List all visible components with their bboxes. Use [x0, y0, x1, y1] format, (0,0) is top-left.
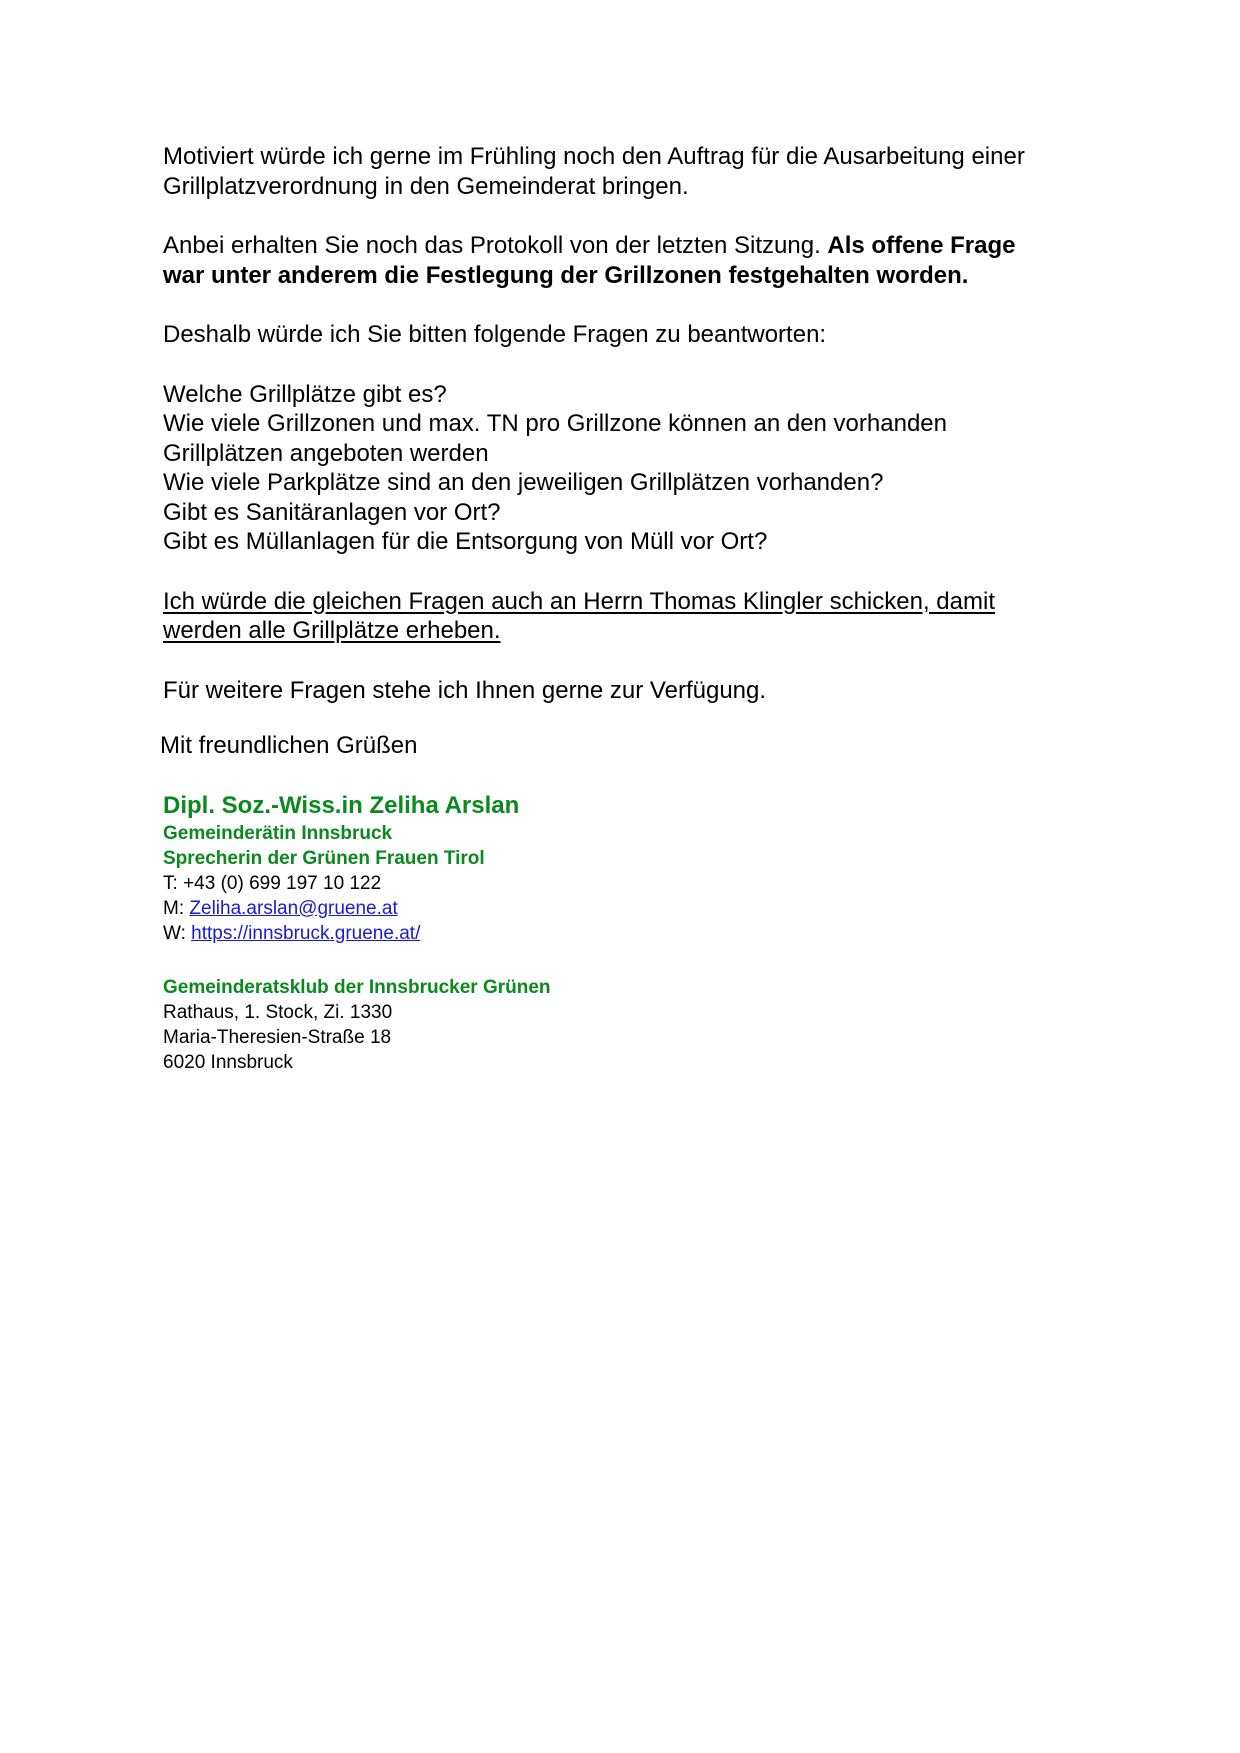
letter-page [160, 142, 1103, 1075]
signature-role-1: Gemeinderätin Innsbruck [163, 822, 393, 844]
club-address-line: 6020 Innsbruck [163, 1051, 293, 1073]
signature-phone [163, 871, 1103, 896]
signature-name: Dipl. Soz.-Wiss.in Zeliha Arslan [163, 791, 520, 819]
question-list [163, 380, 1103, 557]
email-link[interactable]: Zeliha.arslan@gruene.at [189, 897, 398, 919]
protocol-bold-1: Als offene Frage [827, 232, 1016, 259]
signature-block [163, 791, 1103, 946]
signature-role-2: Sprecherin der Grünen Frauen Tirol [163, 847, 485, 869]
greeting: Mit freundlichen Grüßen [160, 732, 418, 759]
paragraph-protocol [163, 231, 1103, 290]
question-item: Gibt es Müllanlagen für die Entsorgung von Müll vor Ort? [163, 528, 768, 555]
protocol-text: Anbei erhalten Sie noch das Protokoll von der letzten Sitzung. [163, 232, 828, 259]
mail-label: M: [163, 897, 190, 919]
signature-mail [163, 896, 1103, 921]
phone-label: T: [163, 872, 184, 894]
paragraph-intro [163, 142, 1103, 201]
paragraph-closing: Für weitere Fragen stehe ich Ihnen gerne zur Verfügung. [163, 676, 767, 704]
protocol-bold-2: war unter anderem die Festlegung der Grillzonen festgehalten worden. [163, 261, 969, 289]
club-address-line: Maria-Theresien-Straße 18 [163, 1026, 392, 1048]
web-label: W: [163, 922, 192, 944]
paragraph-request: Deshalb würde ich Sie bitten folgende Fragen zu beantworten: [163, 321, 827, 348]
question-item: Wie viele Parkplätze sind an den jeweiligen Grillplätzen vorhanden? [163, 469, 884, 496]
club-name: Gemeinderatsklub der Innsbrucker Grünen [163, 976, 551, 998]
paragraph-underlined-note [163, 587, 1103, 646]
note-line-2: werden alle Grillplätze erheben. [163, 617, 501, 644]
question-item: Grillplätzen angeboten werden [163, 439, 489, 467]
question-item: Gibt es Sanitäranlagen vor Ort? [163, 498, 501, 526]
signature-web [163, 921, 1103, 946]
question-item: Welche Grillplätze gibt es? [163, 380, 447, 408]
question-item: Wie viele Grillzonen und max. TN pro Grillzone können an den vorhanden [163, 410, 947, 437]
phone-number: +43 (0) 699 197 10 122 [183, 872, 382, 894]
intro-line-1: Motiviert würde ich gerne im Frühling noch den Auftrag für die Ausarbeitung einer [163, 143, 1025, 170]
note-line-1: Ich würde die gleichen Fragen auch an Herrn Thomas Klingler schicken, damit [163, 587, 995, 615]
club-block [163, 975, 1103, 1075]
intro-line-2: Grillplatzverordnung in den Gemeinderat bringen. [163, 172, 689, 200]
website-link[interactable]: https://innsbruck.gruene.at/ [191, 922, 421, 944]
club-address-line: Rathaus, 1. Stock, Zi. 1330 [163, 1001, 393, 1023]
